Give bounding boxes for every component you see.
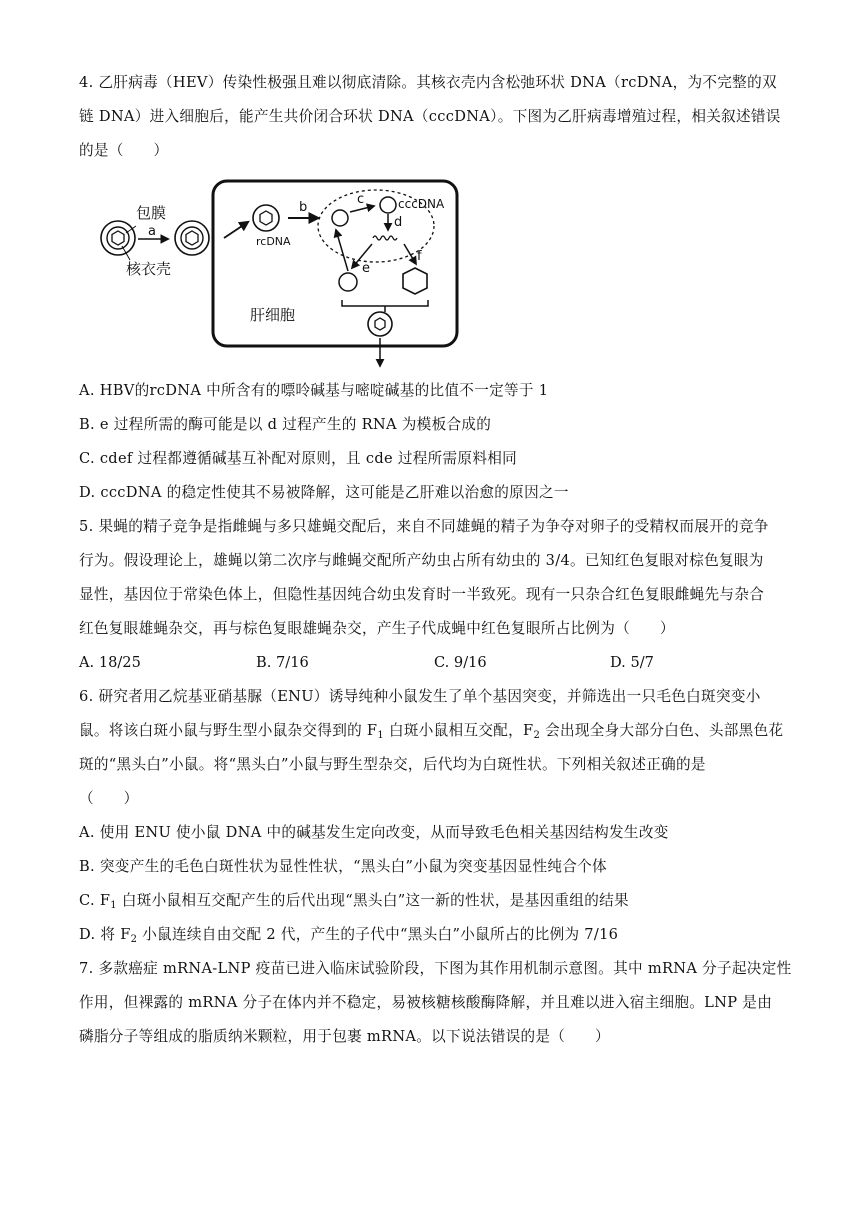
virus-particle-icon [101, 221, 135, 255]
label-f: f [417, 249, 422, 264]
q7-stem-line-2: 作用，但裸露的 mRNA 分子在体内并不稳定，易被核糖核酸酶降解，并且难以进入宿主细胞。LNP 是由 [79, 994, 773, 1011]
q6-stem-line-1: 6. 研究者用乙烷基亚硝基脲（ENU）诱导纯种小鼠发生了单个基因突变，并筛选出一只毛色白斑突变小 [79, 688, 761, 705]
q4-option-d[interactable]: D. cccDNA 的稳定性使其不易被降解，这可能是乙肝难以治愈的原因之一 [79, 484, 569, 501]
label-b: b [299, 200, 308, 215]
q5-stem-line-3: 显性，基因位于常染色体上，但隐性基因纯合幼虫发育时一半致死。现有一只杂合红色复眼雌蝇先与杂合 [79, 586, 765, 603]
q4-stem-line-2: 链 DNA）进入细胞后，能产生共价闭合环状 DNA（cccDNA）。下图为乙肝病毒增殖过程，相关叙述错误 [79, 108, 781, 125]
label-c: c [357, 192, 365, 207]
label-e: e [362, 261, 370, 276]
q5-option-a[interactable]: A. 18/25 [79, 654, 141, 671]
q6-option-a[interactable]: A. 使用 ENU 使小鼠 DNA 中的碱基发生定向改变，从而导致毛色相关基因结构发生改变 [79, 824, 669, 841]
hbv-replication-diagram [90, 178, 470, 370]
q5-option-c[interactable]: C. 9/16 [434, 654, 487, 671]
new-rcdna-circle [339, 273, 357, 291]
assembly-bracket [342, 300, 428, 306]
new-virion-icon [368, 312, 392, 336]
q6-option-b[interactable]: B. 突变产生的毛色白斑性状为显性性状，“黑头白”小鼠为突变基因显性纯合个体 [79, 858, 607, 875]
label-d: d [394, 215, 403, 230]
rcdna-capsid-icon [253, 205, 279, 231]
q4-option-b[interactable]: B. e 过程所需的酶可能是以 d 过程产生的 RNA 为模板合成的 [79, 416, 492, 433]
q6-option-c[interactable]: C. $F_1$ 白斑小鼠相互交配产生的后代出现“黑头白”这一新的性状，是基因重组的结果 [79, 892, 629, 911]
rna-strand [373, 236, 397, 240]
q5-option-d[interactable]: D. 5/7 [610, 654, 654, 671]
q6-stem-line-3: 斑的“黑头白”小鼠。将“黑头白”小鼠与野生型杂交，后代均为白斑性状。下列相关叙述正确的是 [79, 756, 706, 773]
q6-option-d[interactable]: D. 将 $F_2$ 小鼠连续自由交配 2 代，产生的子代中“黑头白”小鼠所占的比例为 7/16 [79, 926, 619, 945]
q4-option-a[interactable]: A. HBV的rcDNA 中所含有的嘌呤碱基与嘧啶碱基的比值不一定等于 1 [79, 382, 549, 399]
q4-option-c[interactable]: C. cdef 过程都遵循碱基互补配对原则，且 cde 过程所需原料相同 [79, 450, 518, 467]
label-liver-cell: 肝细胞 [250, 306, 296, 324]
q6-stem-line-4: （ ） [79, 790, 139, 807]
q5-stem-line-4: 红色复眼雄蝇杂交，再与棕色复眼雄蝇杂交，产生子代成蝇中红色复眼所占比例为（ ） [79, 620, 675, 637]
q6-stem-line-2: 鼠。将该白斑小鼠与野生型小鼠杂交得到的 $F_1$ 白斑小鼠相互交配，$F_2$ 会出现全身大部分白色、头部黑色花 [79, 722, 784, 741]
label-capsid: 核衣壳 [126, 260, 172, 278]
q4-stem-line-1: 4. 乙肝病毒（HEV）传染性极强且难以彻底清除。其核衣壳内含松弛环状 DNA（rcDNA，为不完整的双 [79, 74, 777, 91]
label-rcdna: rcDNA [256, 235, 291, 248]
cccdna-circle [380, 197, 396, 213]
q5-stem-line-1: 5. 果蝇的精子竞争是指雌蝇与多只雄蝇交配后，来自不同雄蝇的精子为争夺对卵子的受精权而展开的竞争 [79, 518, 769, 535]
q7-stem-line-3: 磷脂分子等组成的脂质纳米颗粒，用于包裹 mRNA。以下说法错误的是（ ） [79, 1028, 610, 1045]
label-envelope: 包膜 [136, 204, 167, 222]
capsid-protein-hexagon [403, 268, 427, 294]
label-a: a [148, 224, 156, 239]
q7-stem-line-1: 7. 多款癌症 mRNA-LNP 疫苗已进入临床试验阶段，下图为其作用机制示意图。其中 mRNA 分子起决定性 [79, 960, 792, 977]
q5-options-row [79, 653, 791, 673]
label-cccdna: cccDNA [398, 197, 445, 211]
q5-stem-line-2: 行为。假设理论上，雄蝇以第二次序与雌蝇交配所产幼虫占所有幼虫的 3/4。已知红色复眼对棕色复眼为 [79, 552, 764, 569]
rcdna-circle [332, 210, 348, 226]
attached-virus-icon [175, 221, 209, 255]
q4-stem-line-3: 的是（ ） [79, 142, 169, 159]
q5-option-b[interactable]: B. 7/16 [256, 654, 309, 671]
